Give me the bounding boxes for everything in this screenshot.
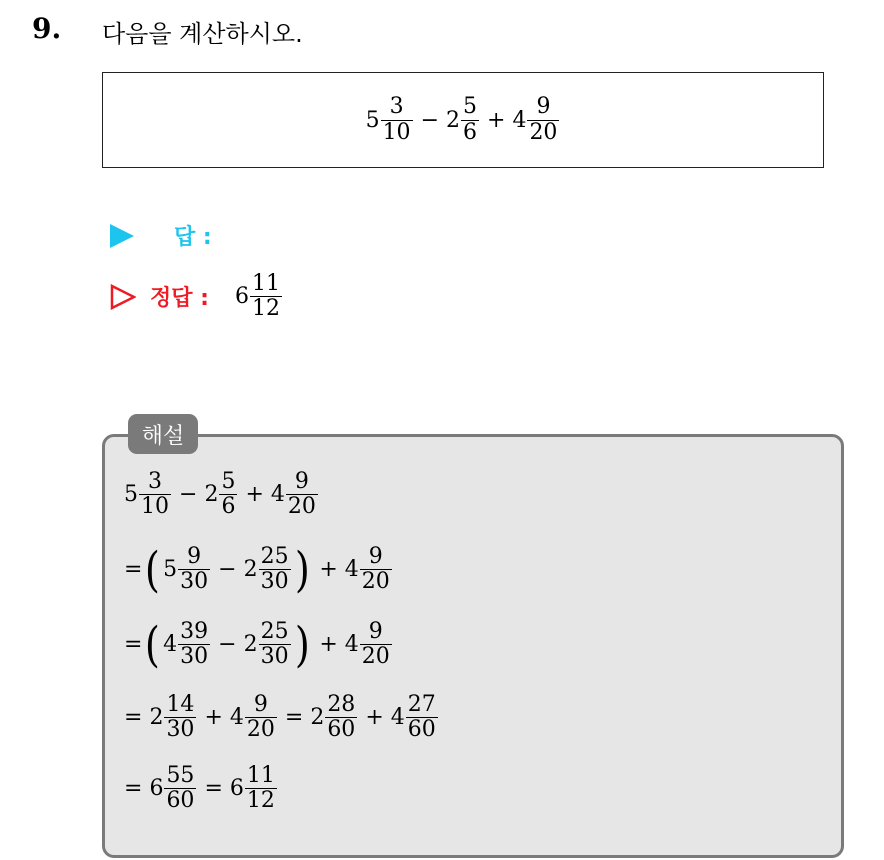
- correct-answer-label: 정답 :: [150, 286, 209, 312]
- solution-line-3: = ( 4 $\frac{39}{30}$ − 2 $\frac{25}{30}$ ) + 4 $\frac{9}{20}$: [124, 616, 390, 673]
- solution-tag: 해설: [128, 414, 198, 454]
- problem-box: [102, 72, 824, 168]
- solution-line-1: 5 $\frac{3}{10}$ − 2 $\frac{5}{6}$ + 4 $\frac{9}{20}$: [124, 469, 316, 520]
- fraction: $\frac{9}{20}$: [529, 94, 558, 145]
- fraction: $\frac{5}{6}$: [463, 94, 477, 145]
- answer-label: 답 :: [174, 225, 212, 250]
- question-number: 9.: [32, 12, 62, 45]
- play-triangle-icon: [110, 224, 134, 248]
- question-text: 다음을 계산하시오.: [102, 20, 303, 48]
- operator: −: [420, 107, 439, 133]
- operator: +: [487, 107, 506, 133]
- solution-line-5: = 6 $\frac{55}{60}$ = 6 $\frac{11}{12}$: [124, 763, 275, 814]
- whole-number: 4: [512, 107, 527, 133]
- fraction: $\frac{3}{10}$: [382, 94, 411, 145]
- whole-number: 2: [446, 107, 460, 133]
- problem-expression: [366, 95, 561, 144]
- correct-answer-row: [110, 272, 283, 321]
- solution-line-4: = 2 $\frac{14}{30}$ + 4 $\frac{9}{20}$ = 2 $\frac{28}{60}$ + 4 $\frac{27}{60}$: [124, 692, 436, 743]
- whole-number: 5: [365, 107, 380, 133]
- answer-row: [110, 220, 212, 251]
- solution-line-2: = ( 5 $\frac{9}{30}$ − 2 $\frac{25}{30}$ ) + 4 $\frac{9}{20}$: [124, 541, 390, 598]
- outline-triangle-icon: [110, 284, 136, 310]
- correct-answer-value: 6 $\frac{11}{12}$: [234, 271, 280, 322]
